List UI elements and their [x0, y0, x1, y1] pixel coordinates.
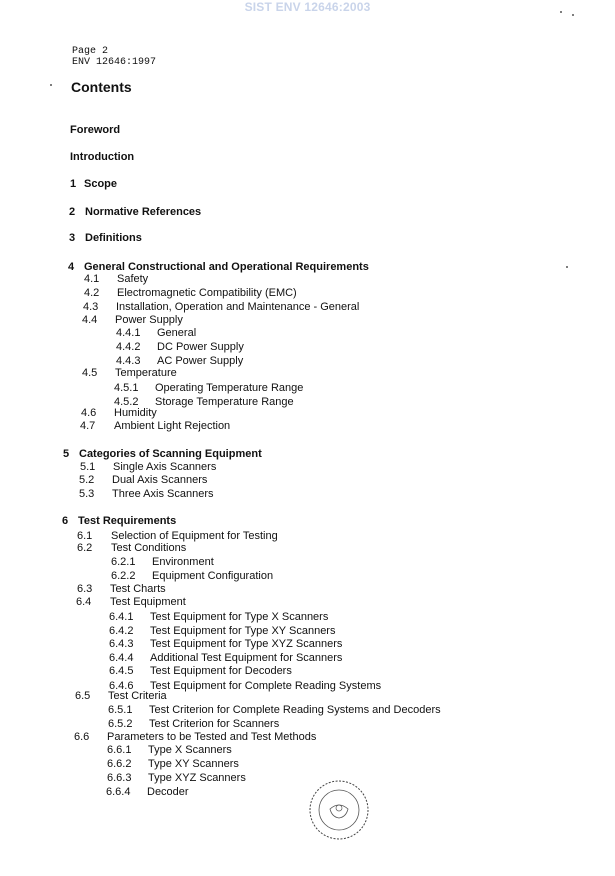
toc-entry — [81, 407, 157, 419]
toc-entry-number: 6.6.4 — [106, 786, 131, 798]
toc-entry-title: Selection of Equipment for Testing — [111, 530, 278, 542]
toc-entry-title: Test Equipment for Type XY Scanners — [150, 625, 336, 637]
toc-entry-number: 5 — [63, 448, 70, 460]
scan-speck — [572, 14, 574, 16]
toc-entry — [107, 758, 239, 770]
toc-entry — [83, 301, 359, 313]
toc-entry-title: Definitions — [85, 232, 142, 244]
toc-entry-title: Safety — [117, 273, 149, 285]
toc-entry-number: 5.3 — [79, 488, 95, 500]
toc-entry-number: 4.5 — [82, 367, 98, 379]
toc-entry — [68, 261, 369, 273]
toc-entry — [107, 772, 246, 784]
toc-entry-number: 4.4 — [82, 314, 98, 326]
page-number: Page 2 — [72, 46, 109, 57]
toc-entry-number: 6.2.1 — [111, 556, 136, 568]
toc-entry-number: 6.6.2 — [107, 758, 132, 770]
toc-entry-number: 4.4.1 — [116, 327, 141, 339]
toc-entry — [111, 556, 214, 568]
toc-entry-title: Equipment Configuration — [152, 570, 274, 582]
toc-entry-title: Humidity — [114, 407, 157, 419]
toc-entry-number: 4.5.1 — [114, 382, 139, 394]
toc-entry — [77, 583, 166, 595]
toc-entry — [63, 448, 262, 460]
toc-entry-number: 6.6 — [74, 731, 90, 743]
toc-entry — [108, 704, 441, 716]
toc-entry-title: Operating Temperature Range — [155, 382, 304, 394]
toc-entry-number: 6.6.3 — [107, 772, 132, 784]
toc-entry-number: 5.2 — [79, 474, 95, 486]
toc-entry — [77, 542, 186, 554]
toc-entry — [69, 206, 201, 218]
toc-entry-title: Additional Test Equipment for Scanners — [150, 652, 343, 664]
toc-entry-title: Parameters to be Tested and Test Methods — [107, 731, 317, 743]
toc-entry-number: 6.5.1 — [108, 704, 133, 716]
toc-entry-number: 1 — [70, 178, 77, 190]
toc-entry — [109, 625, 335, 637]
toc-entry-number: 4.1 — [84, 273, 100, 285]
toc-entry — [70, 124, 120, 136]
toc-entry-title: Scope — [84, 178, 118, 190]
toc-entry — [80, 420, 230, 432]
toc-entry-title: Normative References — [85, 206, 202, 218]
toc-entry — [82, 367, 177, 379]
toc-entry-title: Test Charts — [110, 583, 166, 595]
toc-entry — [109, 665, 292, 677]
toc-entry-number: 6.4 — [76, 596, 92, 608]
toc-entry-number: 6.5 — [75, 690, 91, 702]
toc-entry-title: Type X Scanners — [148, 744, 232, 756]
toc-entry — [116, 341, 244, 353]
toc-entry — [79, 488, 214, 500]
toc-entry-title: Decoder — [147, 786, 189, 798]
toc-entry-number: 4.4.2 — [116, 341, 141, 353]
toc-entry — [75, 690, 167, 702]
toc-entry-title: AC Power Supply — [157, 355, 244, 367]
toc-entry — [70, 151, 134, 163]
toc-entry — [62, 515, 176, 527]
page-header — [72, 46, 156, 68]
toc-entry — [84, 287, 297, 299]
toc-entry-number: 4 — [68, 261, 75, 273]
toc-entry — [108, 718, 279, 730]
toc-entry-number: 6 — [62, 515, 69, 527]
toc-entry-title: Electromagnetic Compatibility (EMC) — [117, 287, 297, 299]
toc-entry-title: Type XY Scanners — [148, 758, 239, 770]
toc-entry — [109, 611, 328, 623]
toc-entry-title: Temperature — [115, 367, 177, 379]
toc-entry-number: 4.5.2 — [114, 396, 139, 408]
toc-entry-title: Test Criteria — [108, 690, 167, 702]
toc-entry — [116, 327, 196, 339]
toc-entry-number: 6.6.1 — [107, 744, 132, 756]
toc-entry-title: Test Conditions — [111, 542, 187, 554]
scan-speck — [566, 266, 568, 268]
document-id: ENV 12646:1997 — [72, 57, 157, 68]
toc-entry-number: 6.4.4 — [109, 652, 134, 664]
toc-entry-number: 6.4.3 — [109, 638, 134, 650]
toc-entry-title: Storage Temperature Range — [155, 396, 294, 408]
toc-entry-title: General Constructional and Operational Requirements — [84, 261, 369, 273]
toc-entry-title: Test Equipment for Complete Reading Systems — [150, 680, 382, 692]
toc-entry-number: 6.4.2 — [109, 625, 134, 637]
toc-entry-title: Three Axis Scanners — [112, 488, 214, 500]
official-seal-stamp — [308, 779, 370, 841]
toc-entry-number: 6.4.6 — [109, 680, 134, 692]
scan-speck — [560, 11, 562, 13]
toc-entry — [84, 273, 148, 285]
toc-entry-number: 6.2.2 — [111, 570, 136, 582]
toc-entry-title: Foreword — [70, 124, 121, 136]
toc-entry — [76, 596, 186, 608]
toc-entry — [80, 461, 216, 473]
toc-entry-number: 4.7 — [80, 420, 96, 432]
toc-entry-title: Dual Axis Scanners — [112, 474, 208, 486]
toc-entry-title: Test Criterion for Scanners — [149, 718, 280, 730]
toc-entry-title: Test Equipment for Type XYZ Scanners — [150, 638, 343, 650]
toc-entry-number: 3 — [69, 232, 76, 244]
toc-entry — [109, 652, 342, 664]
toc-entry-number: 4.6 — [81, 407, 97, 419]
toc-entry-title: Single Axis Scanners — [113, 461, 217, 473]
watermark: SIST ENV 12646:2003 — [244, 0, 371, 14]
toc-entry-number: 6.1 — [77, 530, 93, 542]
toc-entry — [77, 530, 278, 542]
toc-entry — [109, 638, 342, 650]
toc-entry-title: Test Requirements — [78, 515, 177, 527]
toc-entry-number: 6.4.1 — [109, 611, 134, 623]
toc-entry-number: 4.3 — [83, 301, 99, 313]
toc-entry-title: Power Supply — [115, 314, 183, 326]
toc-entry — [79, 474, 207, 486]
toc-entry-number: 5.1 — [80, 461, 96, 473]
toc-entry-number: 4.2 — [84, 287, 100, 299]
toc-entry-title: DC Power Supply — [157, 341, 244, 353]
page-title: Contents — [71, 79, 132, 95]
toc-entry-title: Environment — [152, 556, 214, 568]
toc-entry — [82, 314, 183, 326]
toc-entry-title: Categories of Scanning Equipment — [79, 448, 262, 460]
toc-entry-title: Test Equipment — [110, 596, 186, 608]
toc-entry-title: Type XYZ Scanners — [148, 772, 246, 784]
toc-entry — [107, 744, 232, 756]
scan-speck — [50, 84, 52, 86]
toc-entry — [70, 178, 117, 190]
toc-entry-title: Ambient Light Rejection — [114, 420, 231, 432]
toc-entry — [111, 570, 273, 582]
toc-entry-number: 6.2 — [77, 542, 93, 554]
toc-entry-number: 6.5.2 — [108, 718, 133, 730]
toc-entry-title: Test Criterion for Complete Reading Systems and Decoders — [149, 704, 441, 716]
toc-entry-number: 2 — [69, 206, 76, 218]
toc-entry — [74, 731, 316, 743]
toc-entry-title: Introduction — [70, 151, 135, 163]
toc-entry — [114, 382, 303, 394]
toc-entry — [116, 355, 243, 367]
toc-entry-number: 6.3 — [77, 583, 93, 595]
toc-entry — [69, 232, 142, 244]
toc-entry-title: Test Equipment for Decoders — [150, 665, 292, 677]
toc-entry-title: Installation, Operation and Maintenance - General — [116, 301, 360, 313]
toc-entry — [106, 786, 189, 798]
toc-entry-number: 4.4.3 — [116, 355, 141, 367]
toc-entry-number: 6.4.5 — [109, 665, 134, 677]
toc-entry-title: General — [157, 327, 197, 339]
toc-entry-title: Test Equipment for Type X Scanners — [150, 611, 329, 623]
